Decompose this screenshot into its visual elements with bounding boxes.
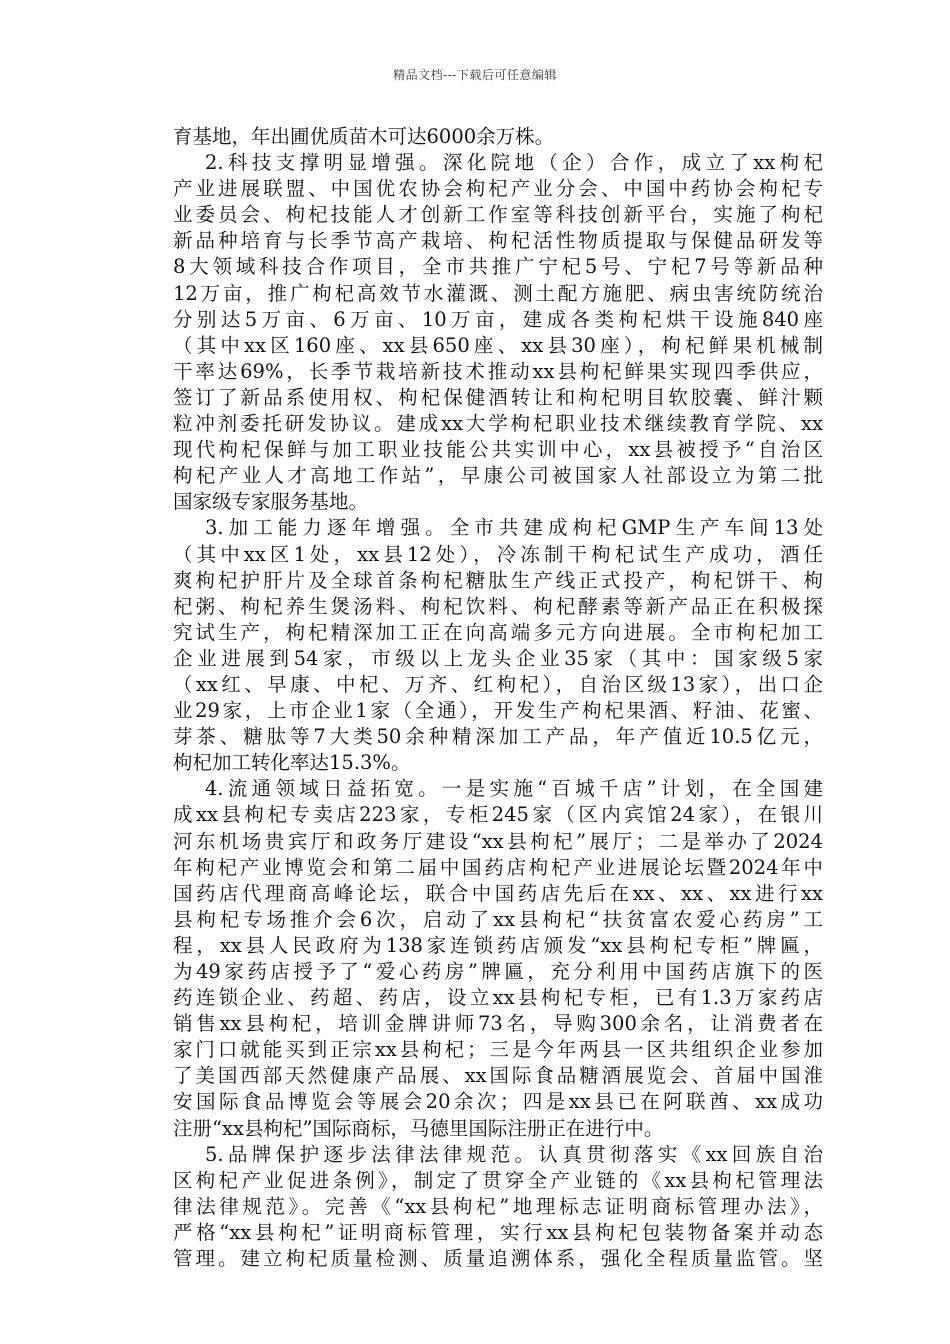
text-line: 分别达5万亩、6万亩、10万亩，建成各类枸杞烘干设施840座 <box>173 307 823 331</box>
page-header: 精品文档---下载后可任意编辑 <box>393 68 557 82</box>
text-line: 干率达69%，长季节栽培新技术推动xx县枸杞鲜果实现四季供应， <box>173 359 823 383</box>
text-line: 12万亩，推广枸杞高效节水灌溉、测土配方施肥、病虫害统防统治 <box>173 281 823 305</box>
text-line: 成xx县枸杞专卖店223家，专柜245家（区内宾馆24家），在银川 <box>173 803 823 827</box>
text-line: 枸杞加工转化率达15.3%。 <box>173 751 411 775</box>
text-line: （xx红、早康、中杞、万齐、红枸杞），自治区级13家），出口企 <box>173 672 823 696</box>
text-line: 药连锁企业、药超、药店，设立xx县枸杞专柜，已有1.3万家药店 <box>173 986 823 1010</box>
text-line: 枸杞产业人才高地工作站”，早康公司被国家人社部设立为第二批 <box>173 464 823 488</box>
text-line: 国家级专家服务基地。 <box>173 490 369 514</box>
text-line: 县枸杞专场推介会6次，启动了xx县枸杞“扶贫富农爱心药房”工 <box>173 907 823 931</box>
text-line: 2.科技支撑明显增强。深化院地（企）合作，成立了xx枸杞 <box>205 151 823 175</box>
text-line: 爽枸杞护肝片及全球首条枸杞糖肽生产线正式投产，枸杞饼干、枸 <box>173 568 823 592</box>
text-line: 3.加工能力逐年增强。全市共建成枸杞GMP生产车间13处 <box>205 516 823 540</box>
text-line: 现代枸杞保鲜与加工职业技能公共实训中心，xx县被授予“自治区 <box>173 438 823 462</box>
text-line: 河东机场贵宾厅和政务厅建设“xx县枸杞”展厅；二是举办了2024 <box>173 829 823 853</box>
text-line: 究试生产，枸杞精深加工正在向高端多元方向进展。全市枸杞加工 <box>173 620 823 644</box>
text-line: 业29家，上市企业1家（全通），开发生产枸杞果酒、籽油、花蜜、 <box>173 699 823 723</box>
text-line: 业委员会、枸杞技能人才创新工作室等科技创新平台，实施了枸杞 <box>173 203 823 227</box>
text-line: 律法律规范》。完善《“xx县枸杞”地理标志证明商标管理办法》， <box>173 1194 823 1218</box>
text-line: 粒冲剂委托研发协议。建成xx大学枸杞职业技术继续教育学院、xx <box>173 412 823 436</box>
text-line: （其中xx区160座、xx县650座、xx县30座），枸杞鲜果机械制 <box>173 333 823 357</box>
text-line: 国药店代理商高峰论坛，联合中国药店先后在xx、xx、xx进行xx <box>173 881 823 905</box>
text-line: 了美国西部天然健康产品展、xx国际食品糖酒展览会、首届中国淮 <box>173 1064 823 1088</box>
text-line: 4.流通领域日益拓宽。一是实施“百城千店”计划，在全国建 <box>205 777 823 801</box>
text-line: 签订了新品系使用权、枸杞保健酒转让和枸杞明目软胶囊、鲜汁颗 <box>173 385 823 409</box>
text-line: 为49家药店授予了“爱心药房”牌匾，充分利用中国药店旗下的医 <box>173 960 823 983</box>
text-line: 注册“xx县枸杞”国际商标，马德里国际注册正在进行中。 <box>173 1116 664 1140</box>
text-line: （其中xx区1处，xx县12处），冷冻制干枸杞试生产成功，酒任 <box>173 542 823 566</box>
document-body <box>173 124 823 1272</box>
text-line: 程，xx县人民政府为138家连锁药店颁发“xx县枸杞专柜”牌匾， <box>173 933 823 957</box>
text-line: 安国际食品博览会等展会20余次；四是xx县已在阿联酋、xx成功 <box>173 1090 823 1114</box>
text-line: 5.品牌保护逐步法律法律规范。认真贯彻落实《xx回族自治 <box>205 1142 823 1166</box>
text-line: 企业进展到54家，市级以上龙头企业35家（其中：国家级5家 <box>173 646 823 670</box>
text-line: 家门口就能买到正宗xx县枸杞；三是今年两县一区共组织企业参加 <box>173 1038 823 1062</box>
text-line: 8大领域科技合作项目，全市共推广宁杞5号、宁杞7号等新品种 <box>173 255 823 279</box>
text-line: 销售xx县枸杞，培训金牌讲师73名，导购300余名，让消费者在 <box>173 1012 823 1036</box>
text-line: 区枸杞产业促进条例》，制定了贯穿全产业链的《xx县枸杞管理法 <box>173 1168 823 1192</box>
text-line: 严格“xx县枸杞”证明商标管理，实行xx县枸杞包装物备案并动态 <box>173 1220 823 1244</box>
text-line: 年枸杞产业博览会和第二届中国药店枸杞产业进展论坛暨2024年中 <box>173 855 823 879</box>
text-line: 管理。建立枸杞质量检测、质量追溯体系，强化全程质量监管。坚 <box>173 1247 823 1271</box>
text-line: 芽茶、糖肽等7大类50余种精深加工产品，年产值近10.5亿元， <box>173 725 823 749</box>
text-line: 杞粥、枸杞养生煲汤料、枸杞饮料、枸杞酵素等新产品正在积极探 <box>173 594 823 618</box>
text-line: 产业进展联盟、中国优农协会枸杞产业分会、中国中药协会枸杞专 <box>173 177 823 201</box>
text-line: 新品种培育与长季节高产栽培、枸杞活性物质提取与保健品研发等 <box>173 229 823 253</box>
text-line: 育基地，年出圃优质苗木可达6000余万株。 <box>173 125 555 148</box>
